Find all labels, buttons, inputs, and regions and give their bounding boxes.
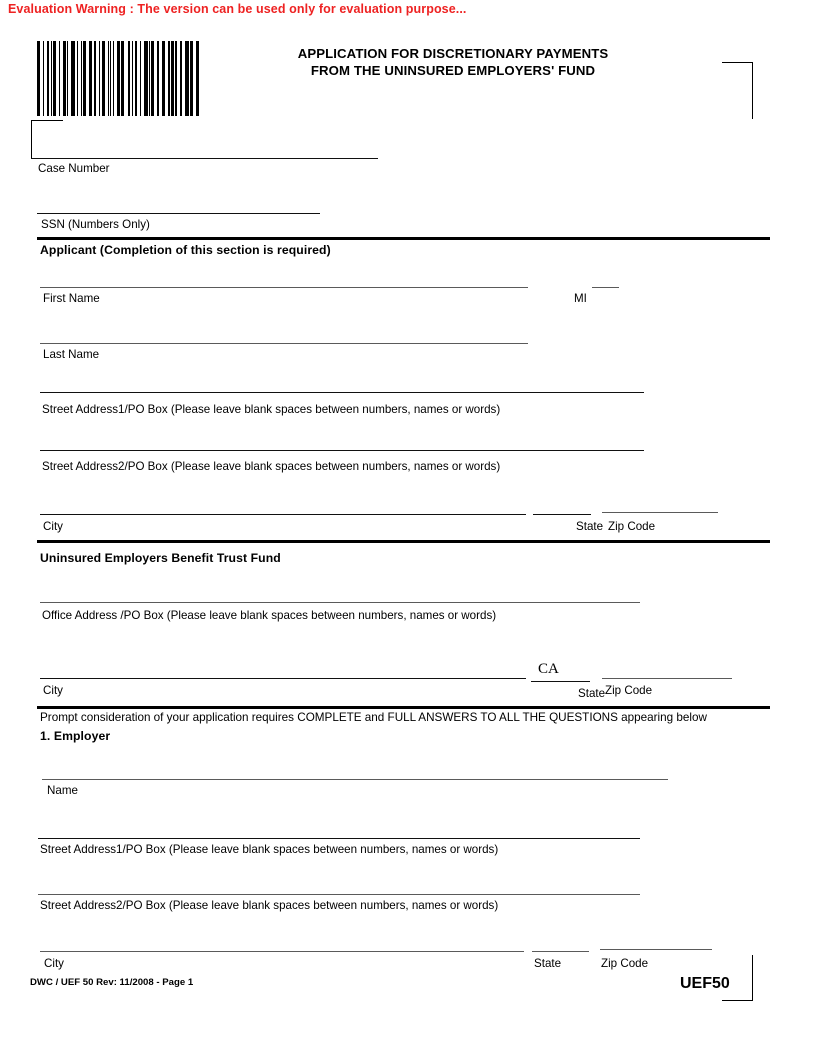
barcode-bar [89, 41, 92, 116]
case-number-input[interactable] [31, 158, 378, 159]
barcode-bar [108, 41, 109, 116]
barcode-bar [175, 41, 177, 116]
applicant-mi-label: MI [574, 292, 587, 305]
barcode-bar [171, 41, 174, 116]
barcode-bar [71, 41, 75, 116]
applicant-zip-input[interactable] [602, 512, 718, 513]
section-divider-trust-fund [37, 540, 770, 543]
employer-street-address2-input[interactable] [38, 894, 640, 895]
corner-mark-top-right [722, 62, 753, 119]
barcode-bar [128, 41, 130, 116]
barcode-bar [185, 41, 189, 116]
applicant-state-label: State [576, 520, 604, 533]
employer-street-address2-label: Street Address2/PO Box (Please leave blank spaces between numbers, names or words) [40, 899, 499, 912]
barcode-bar [151, 41, 154, 116]
applicant-street-address2-input[interactable] [40, 450, 644, 451]
employer-city-input[interactable] [40, 951, 524, 952]
applicant-street-address1-label: Street Address1/PO Box (Please leave blank spaces between numbers, names or words) [42, 403, 501, 416]
employer-street-address1-input[interactable] [38, 838, 640, 839]
ssn-input[interactable] [37, 213, 320, 214]
applicant-first-name-label: First Name [43, 292, 100, 305]
trust-fund-zip-label: Zip Code [605, 684, 653, 697]
barcode-bar [144, 41, 148, 116]
barcode-bar [162, 41, 165, 116]
trust-fund-city-label: City [43, 684, 63, 697]
barcode-bar [53, 41, 56, 116]
applicant-city-label: City [43, 520, 63, 533]
ssn-label: SSN (Numbers Only) [41, 218, 150, 231]
barcode-bar [94, 41, 96, 116]
barcode-bar [77, 41, 78, 116]
page-title [218, 45, 688, 79]
applicant-state-input[interactable] [533, 514, 591, 515]
barcode-bar [113, 41, 114, 116]
employer-street-address1-label: Street Address1/PO Box (Please leave blank spaces between numbers, names or words) [40, 843, 499, 856]
barcode-bar [110, 41, 111, 116]
section-divider-applicant [37, 237, 770, 240]
trust-fund-state-input[interactable] [531, 681, 590, 682]
employer-state-input[interactable] [532, 951, 589, 952]
footer-form-code: UEF50 [680, 975, 730, 992]
footer-revision-text: DWC / UEF 50 Rev: 11/2008 - Page 1 [30, 977, 194, 988]
applicant-city-input[interactable] [40, 514, 526, 515]
barcode-bar [190, 41, 193, 116]
barcode-bar [180, 41, 182, 116]
barcode-bar [196, 41, 199, 116]
employer-name-input[interactable] [42, 779, 668, 780]
applicant-street-address2-label: Street Address2/PO Box (Please leave blank spaces between numbers, names or words) [42, 460, 501, 473]
trust-fund-state-label: State [578, 687, 606, 700]
barcode-bar [81, 41, 82, 116]
barcode-bar [102, 41, 105, 116]
applicant-section-heading: Applicant (Completion of this section is required) [40, 243, 331, 257]
barcode-bar [47, 41, 49, 116]
employer-name-label: Name [47, 784, 78, 797]
barcode-bar [149, 41, 150, 116]
page-title-line-1: APPLICATION FOR DISCRETIONARY PAYMENTS [297, 46, 609, 61]
barcode-bar [99, 41, 100, 116]
trust-fund-state-value: CA [538, 661, 559, 677]
barcode-bar [83, 41, 86, 116]
employer-section-heading: 1. Employer [40, 729, 111, 743]
applicant-mi-input[interactable] [592, 287, 619, 288]
employer-zip-input[interactable] [600, 949, 712, 950]
barcode-bar [117, 41, 120, 116]
barcode-bar [67, 41, 68, 116]
barcode-bar [157, 41, 159, 116]
trust-fund-office-address-input[interactable] [40, 602, 640, 603]
evaluation-warning-banner: Evaluation Warning : The version can be used only for evaluation purpose... [8, 2, 467, 16]
trust-fund-zip-input[interactable] [602, 678, 732, 679]
trust-fund-section-heading: Uninsured Employers Benefit Trust Fund [40, 551, 281, 565]
trust-fund-office-address-label: Office Address /PO Box (Please leave blank spaces between numbers, names or words) [42, 609, 497, 622]
trust-fund-city-input[interactable] [40, 678, 526, 679]
barcode-bar [59, 41, 60, 116]
employer-city-label: City [44, 957, 64, 970]
barcode-bar [37, 41, 40, 116]
page-title-line-2: FROM THE UNINSURED EMPLOYERS' FUND [310, 63, 596, 78]
barcode-bar [63, 41, 66, 116]
barcode-bar [132, 41, 133, 116]
barcode-bar [43, 41, 44, 116]
barcode-image [37, 41, 199, 116]
barcode-bar [135, 41, 137, 116]
applicant-street-address1-input[interactable] [40, 392, 644, 393]
applicant-first-name-input[interactable] [40, 287, 528, 288]
section-divider-instructions [37, 706, 770, 709]
applicant-last-name-input[interactable] [40, 343, 528, 344]
employer-state-label: State [534, 957, 562, 970]
applicant-zip-label: Zip Code [608, 520, 656, 533]
barcode-bar [168, 41, 170, 116]
barcode-bar [140, 41, 141, 116]
applicant-last-name-label: Last Name [43, 348, 100, 361]
instructions-text: Prompt consideration of your application requires COMPLETE and FULL ANSWERS TO ALL THE QUESTIONS appearing below [40, 711, 707, 724]
barcode-bar [121, 41, 124, 116]
case-number-label: Case Number [38, 162, 110, 175]
barcode-bar [51, 41, 52, 116]
employer-zip-label: Zip Code [601, 957, 649, 970]
corner-mark-case-number [31, 120, 63, 159]
